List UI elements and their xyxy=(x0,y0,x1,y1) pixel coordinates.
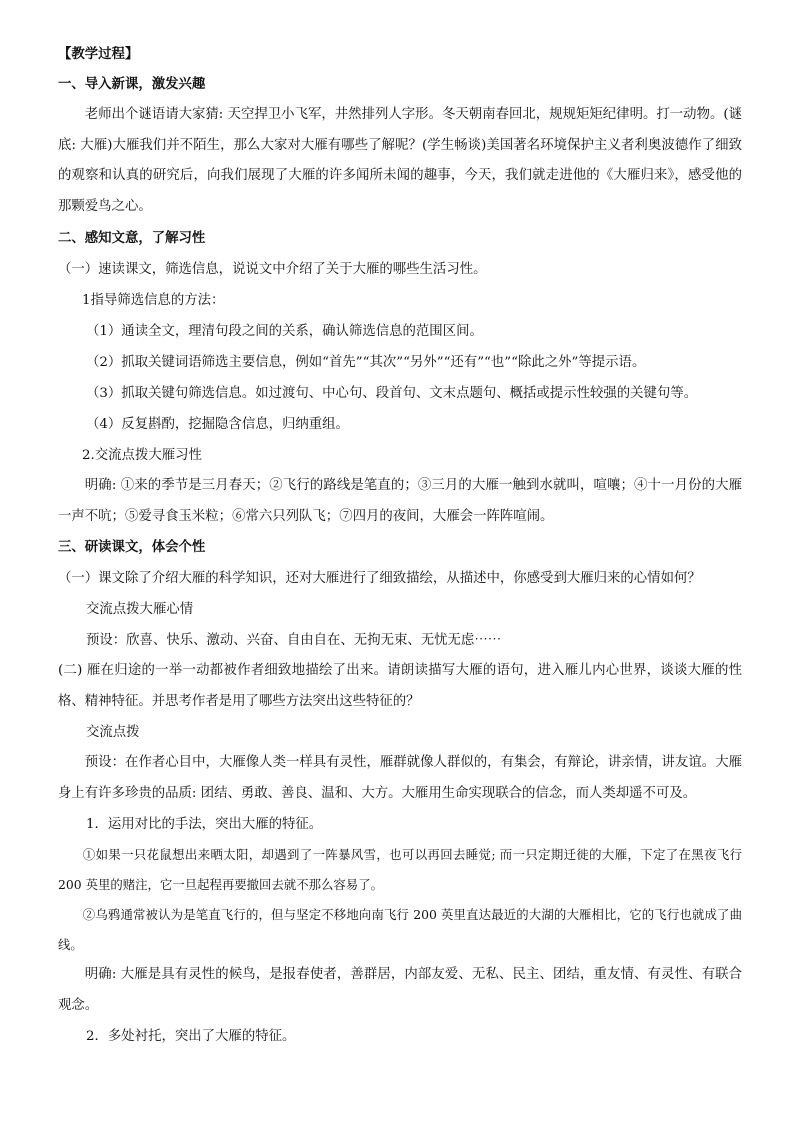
section-1-title: 一、导入新课，激发兴趣 xyxy=(58,76,206,92)
lesson-process-heading: 【教学过程】 xyxy=(58,46,139,62)
section-3-point-2: 2．多处衬托，突出了大雁的特征。 xyxy=(86,1029,296,1044)
section-2-question-1: （一）速读课文，筛选信息，说说文中介绍了关于大雁的哪些生活习性。 xyxy=(58,262,487,277)
section-3-question-2: (二) 雁在归途的一举一动都被作者细致地描绘了出来。请朗读描写大雁的语句，进入雁儿内心世界，谈谈大雁的性格、精神特征。并思考作者是用了哪些方法突出这些特征的？ xyxy=(58,663,742,709)
section-3-question-1: （一）课文除了介绍大雁的科学知识，还对大雁进行了细致描绘，从描述中，你感受到大雁归来的心情如何？ xyxy=(58,571,701,586)
section-3-q2-exchange: 交流点拨 xyxy=(86,725,140,740)
section-1-paragraph: 老师出个谜语请大家猜: 天空捍卫小飞军，井然排列人字形。冬天朝南春回北，规规矩矩纪律明。打一动物。(谜底: 大雁)大雁我们并不陌生，那么大家对大雁有哪些了解呢？(学生畅谈)美国著名环境保护主义者利奥波德作了细致的观察和认真的研究后，向我们展现了大雁的许多闻所未闻的趣事，今天，我们就走进他的《大雁归来》，感受他的那颗爱鸟之心。 xyxy=(58,107,742,214)
section-3-title: 三、研读课文，体会个性 xyxy=(58,539,206,555)
section-2-method-2: （2）抓取关键词语筛选主要信息，例如“首先”“其次”“另外”“还有”“也”“除此之外”等提示语。 xyxy=(86,355,646,370)
section-2-method-1: （1）通读全文，理清句段之间的关系，确认筛选信息的范围区间。 xyxy=(86,324,483,339)
section-2-answer: 明确: ①来的季节是三月春天；②飞行的路线是笔直的；③三月的大雁一触到水就叫，喧嚷；④十一月份的大雁一声不吭；⑤爱寻食玉米粒；⑥常六只列队飞；⑦四月的夜间，大雁会一阵阵喧闹。 xyxy=(58,478,742,524)
section-3-answer: 明确: 大雁是具有灵性的候鸟，是报春使者，善群居，内部友爱、无私、民主、团结，重友情、有灵性、有联合观念。 xyxy=(58,967,742,1013)
section-2-method-3: （3）抓取关键句筛选信息。如过渡句、中心句、段首句、文末点题句、概括或提示性较强的关键句等。 xyxy=(86,386,698,401)
section-2-title: 二、感知文意，了解习性 xyxy=(58,230,206,246)
section-3-q1-preset: 预设：欣喜、快乐、激动、兴奋、自由自在、无拘无束、无忧无虑⋯⋯ xyxy=(86,633,502,648)
section-2-method-4: （4）反复斟酌，挖掘隐含信息，归纳重组。 xyxy=(86,417,349,432)
section-3-point-1: 1．运用对比的手法，突出大雁的特征。 xyxy=(86,817,323,832)
section-2-exchange: 2.交流点拨大雁习性 xyxy=(82,448,202,463)
section-3-example-2: ②乌鸦通常被认为是笔直飞行的，但与坚定不移地向南飞行 200 英里直达最近的大湖的大雁相比，它的飞行也就成了曲线。 xyxy=(58,907,742,952)
document-page xyxy=(58,40,742,1052)
section-2-guide: 1指导筛选信息的方法： xyxy=(82,293,225,308)
section-3-q1-exchange: 交流点拨大雁心情 xyxy=(86,602,194,617)
section-3-q2-preset: 预设：在作者心目中，大雁像人类一样具有灵性，雁群就像人群似的，有集会，有辩论，讲亲情，讲友谊。大雁身上有许多珍贵的品质: 团结、勇敢、善良、温和、大方。大雁用生命实现联合的信念，而人类却遥不可及。 xyxy=(58,755,742,801)
section-3-example-1: ①如果一只花鼠想出来晒太阳，却遇到了一阵暴风雪，也可以再回去睡觉; 而一只定期迁徙的大雁，下定了在黑夜飞行 200 英里的赌注，它一旦起程再要撤回去就不那么容易了。 xyxy=(58,847,742,892)
